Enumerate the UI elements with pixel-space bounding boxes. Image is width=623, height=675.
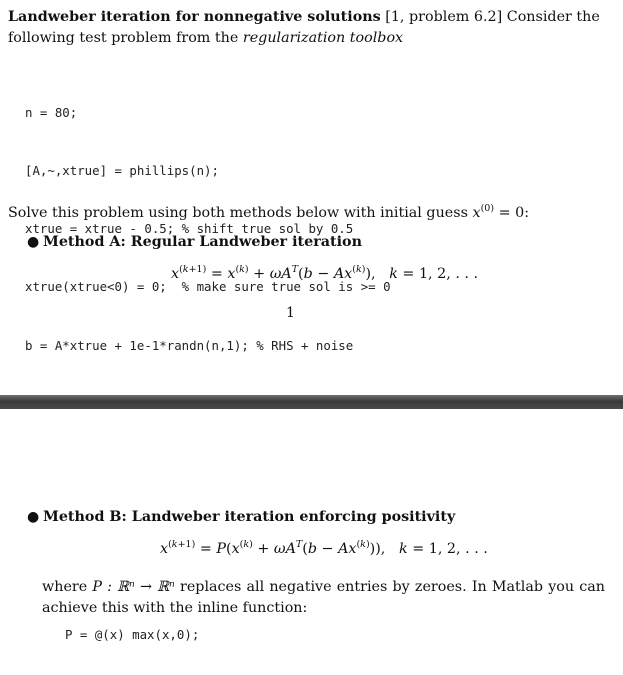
bullet-icon: ● [27, 234, 40, 250]
citation: [1, problem 6.2] [385, 9, 503, 25]
method-b-description [42, 577, 605, 619]
code-block [25, 64, 391, 394]
code-line: [A,~,xtrue] = phillips(n); [25, 163, 219, 179]
intro-lead: Consider the following test problem from the [8, 9, 600, 46]
method-a-heading [27, 232, 362, 252]
code-line: b = A*xtrue + 1e-1*randn(n,1); % RHS + noise [25, 337, 354, 353]
code-line: xtrue = xtrue - 0.5; % shift true sol by 0.5 [25, 221, 354, 237]
solve-text: Solve this problem using both methods below with initial guess [8, 204, 468, 221]
where-word: where [42, 579, 88, 595]
page-separator [0, 395, 623, 409]
method-b-heading [27, 507, 455, 527]
page-number: 1 [286, 305, 295, 321]
bullet-icon: ● [27, 509, 40, 525]
toolbox-name: regularization toolbox [242, 30, 404, 46]
inline-function-code: P = @(x) max(x,0); [65, 627, 200, 642]
method-b-label: Method B: Landweber iteration enforcing positivity [43, 509, 456, 525]
initial-guess: = 0: [498, 204, 530, 221]
intro-paragraph [8, 7, 614, 49]
problem-title: Landweber iteration for nonnegative solutions [8, 9, 381, 25]
method-a-label: Method A: Regular Landweber iteration [43, 234, 362, 250]
projection-map: P : ℝⁿ → ℝⁿ [92, 579, 175, 595]
method-a-equation: $x^{(k+1)} = x^{(k)} + \omega A^T(b - Ax^{(k)})$, k = 1, 2, . . . [171, 264, 479, 282]
description-rest: replaces all negative entries by zeroes. In Matlab you can achieve this with the inline function: [42, 579, 606, 616]
solve-instruction: Solve this problem using both methods below with initial guess $x^{(0)} = 0$: [8, 203, 530, 221]
method-b-equation: $x^{(k+1)} = P(x^{(k)} + \omega A^T(b - Ax^{(k)}))$, k = 1, 2, . . . [160, 539, 488, 557]
code-line: n = 80; [25, 104, 78, 120]
code-line: xtrue(xtrue<0) = 0; % make sure true sol is >= 0 [25, 279, 391, 295]
